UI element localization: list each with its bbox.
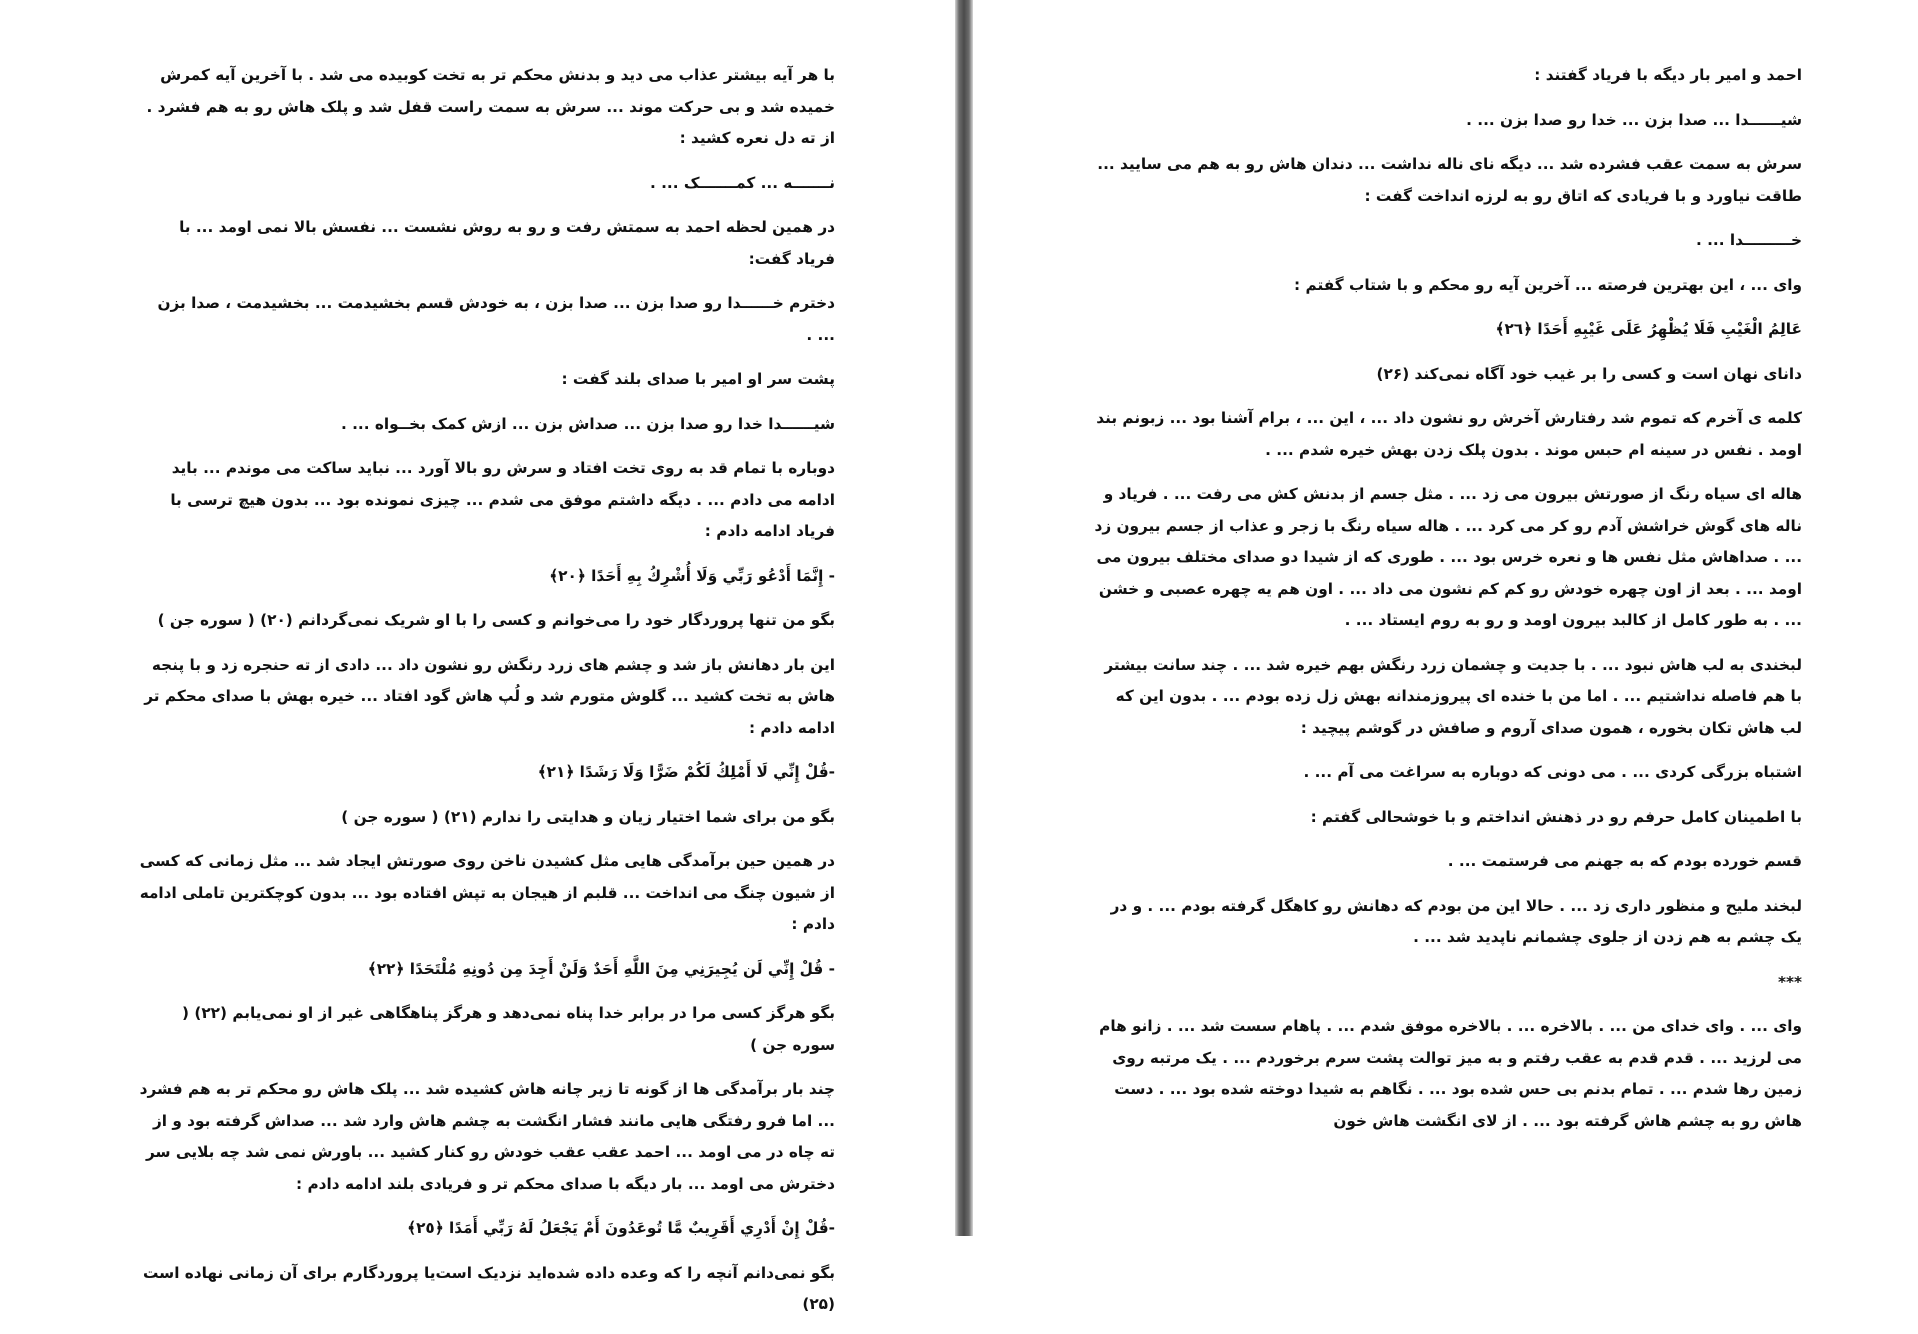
paragraph: هاله ای سیاه رنگ از صورتش بیرون می زد ... . مثل جسم از بدنش کش می رفت ... . فریاد و ناله های گوش خراشش آدم رو کر می کرد ... . هاله سیاه رنگ با زجر و عذاب از جسم بیرون زد ... . صداهاش مثل نفس ها و نعره خرس بود ... . طوری که از شیدا دو صدای مختلف بیرون می اومد ... . بعد از اون چهره خودش رو کم کم نشون می داد ... . اون هم یه چهره عصبی و خشن ... . به طور کامل از کالبد بیرون اومد و رو به روم ایستاد ... . [1094, 485, 1802, 629]
paragraph: شیــــــدا خدا رو صدا بزن ... صداش بزن ... ازش کمک بخــواه ... . [340, 414, 835, 433]
paragraph: وای ... . وای خدای من ... . بالاخره ... . بالاخره موفق شدم ... . پاهام سست شد ... . زانو هام می لرزید ... . قدم قدم به عقب رفتم و به میز توالت پشت سرم برخوردم ... . یک مرتبه روی زمین رها شدم ... . تمام بدنم بی حس شده بود ... . نگاهم به شیدا دوخته شده بود ... . دست هاش رو به چشم هاش گرفته بود ... . از لای انگشت هاش خون [1099, 1017, 1802, 1130]
translation: دانای نهان است و کسی را بر غیب خود آگاه نمی‌کند (۲۶) [1376, 364, 1802, 383]
translation: بگو من تنها پروردگار خود را می‌خوانم و کسی را با او شریک نمی‌گردانم (۲۰) ( سوره جن ) [157, 611, 835, 629]
paragraph: دوباره با تمام قد به روی تخت افتاد و سرش رو بالا آورد ... نباید ساکت می موندم ... باید ادامه می دادم ... . دیگه داشتم موفق می شدم ... چیزی نمونده بود ... بدون هیچ ترسی با فریاد ادامه دادم : [170, 459, 835, 540]
paragraph: با هر آیه بیشتر عذاب می دید و بدنش محکم تر به تخت کوبیده می شد . با آخرین آیه کمرش خمیده شد و بی حرکت موند ... سرش به سمت راست قفل شد و پلک هاش رو به هم فشرد . از ته دل نعره کشید : [146, 66, 835, 147]
paragraph: اشتباه بزرگی کردی ... . می دونی که دوباره به سراغت می آم ... . [1303, 763, 1802, 781]
verse: - إِنَّمَا أَدْعُو رَبِّي وَلَا أُشْرِكُ بِهِ أَحَدًا ﴿٢٠﴾ [549, 566, 835, 585]
translation: بگو من برای شما اختیار زیان و هدایتی را ندارم (۲۱) ( سوره جن ) [341, 807, 835, 826]
paragraph: پشت سر او امیر با صدای بلند گفت : [561, 370, 835, 388]
paragraph: در همین حین برآمدگی هایی مثل کشیدن ناخن روی صورتش ایجاد شد ... مثل زمانی که کسی از شیون چنگ می انداخت ... قلبم از هیجان به تپش افتاده بود ... بدون کوچکترین تاملی ادامه دادم : [139, 852, 835, 933]
verse: -قُلْ إِنِّي لَا أَمْلِكُ لَكُمْ ضَرًّا وَلَا رَشَدًا ﴿٢١﴾ [537, 763, 835, 781]
paragraph: این بار دهانش باز شد و چشم های زرد رنگش رو نشون داد ... دادی از ته حنجره زد و با پنجه هاش به تخت کشید ... گلوش متورم شد و لُپ هاش گود افتاد ... خیره بهش با صدای محکم تر ادامه دادم : [144, 655, 835, 737]
verse: عَالِمُ الْغَيْبِ فَلَا يُظْهِرُ عَلَى غَيْبِهِ أَحَدًا ﴿٢٦﴾ [1495, 320, 1802, 338]
paragraph: کلمه ی آخرم که تموم شد رفتارش آخرش رو نشون داد ... ، این ... ، برام آشنا بود ... زبونم بند اومد . نفس در سینه ام حبس موند . بدون پلک زدن بهش خیره شدم ... . [1096, 409, 1802, 459]
paragraph: احمد و امیر بار دیگه با فریاد گفتند : [1534, 66, 1802, 84]
paragraph: دخترم خــــــدا رو صدا بزن ... صدا بزن ، به خودش قسم بخشیدمت ... بخشیدمت ، صدا بزن ... . [157, 294, 835, 344]
paragraph: در همین لحظه احمد به سمتش رفت و رو به روش نشست ... نفسش بالا نمی اومد ... با فریاد گفت: [179, 218, 835, 268]
translation: بگو هرگز کسی مرا در برابر خدا پناه نمی‌دهد و هرگز پناهگاهی غیر از او نمی‌یابم (۲۲) ( سوره جن ) [182, 1004, 835, 1054]
verse: - قُلْ إِنِّي لَن يُجِيرَنِي مِنَ اللَّهِ أَحَدٌ وَلَنْ أَجِدَ مِن دُونِهِ مُلْتَحَدًا ﴿٢٢﴾ [367, 959, 835, 978]
right-page-text [1090, 60, 1802, 1150]
paragraph: خـــــــــدا ... . [1695, 231, 1802, 249]
paragraph: چند بار برآمدگی ها از گونه تا زیر چانه هاش کشیده شد ... پلک هاش رو محکم تر به هم فشرد ... اما فرو رفتگی هایی مانند فشار انگشت به چشم هاش وارد شد ... صداش گرفته بود و از ته چاه در می اومد ... احمد عقب عقب خودش رو کنار کشید ... باورش نمی شد چه بلایی سر دخترش می اومد ... بار دیگه با صدای محکم تر و فریادی بلند ادامه دادم : [139, 1080, 835, 1193]
left-page-text [135, 60, 835, 1334]
paragraph: با اطمینان کامل حرفم رو در ذهنش انداختم و با خوشحالی گفتم : [1310, 807, 1802, 826]
paragraph: سرش به سمت عقب فشرده شد ... دیگه نای ناله نداشت ... دندان هاش رو به هم می سایید ... طاقت نیاورد و با فریادی که اتاق رو به لرزه انداخت گفت : [1097, 155, 1802, 205]
paragraph: شیــــــدا ... صدا بزن ... خدا رو صدا بزن ... . [1466, 110, 1802, 129]
paragraph: نـــــــه ... کمـــــــک ... . [649, 173, 835, 192]
paragraph: وای ... ، این بهترین فرصته ... آخرین آیه رو محکم و با شتاب گفتم : [1294, 275, 1802, 294]
paragraph: لبخندی به لب هاش نبود ... . با جدیت و چشمان زرد رنگش بهم خیره شد ... . چند سانت بیشتر با هم فاصله نداشتیم ... . اما من با خنده ای پیروزمندانه بهش زل زده بودم ... . بدون این که لب هاش تکان بخوره ، همون صدای آروم و صافش در گوشم پیچید : [1104, 655, 1802, 737]
book-spine-divider [955, 0, 973, 1236]
translation: بگو نمی‌دانم آنچه را که وعده داده شده‌اید نزدیک است‌یا پروردگارم برای آن زمانی نهاده است (۲۵) [142, 1263, 835, 1313]
paragraph: لبخند مليح و منظور داری زد ... . حالا این من بودم که دهانش رو کاهگل گرفته بودم ... . و در یک چشم به هم زدن از جلوی چشمانم ناپدید شد ... . [1110, 896, 1802, 946]
right-page [973, 0, 1918, 1236]
section-separator: *** [1778, 972, 1802, 991]
paragraph: قسم خورده بودم که به جهنم می فرستمت ... . [1447, 852, 1802, 870]
left-page [0, 0, 955, 1313]
verse: -قُلْ إِنْ أَدْرِي أَقَرِيبٌ مَّا تُوعَدُونَ أَمْ يَجْعَلُ لَهُ رَبِّي أَمَدًا ﴿٢٥﴾ [407, 1219, 835, 1237]
